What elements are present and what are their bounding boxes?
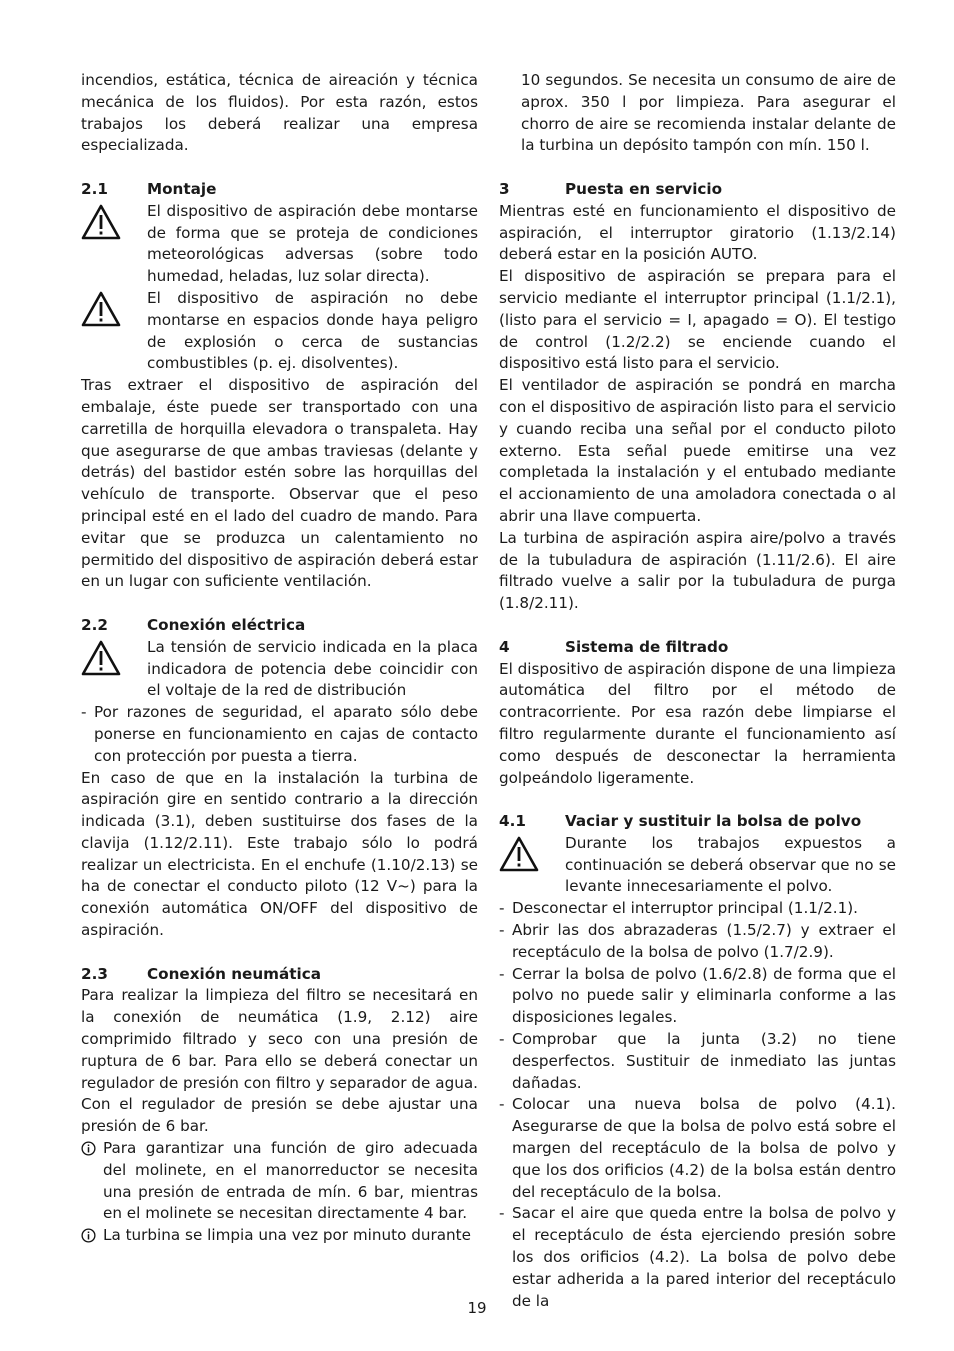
list-item-text: Cerrar la bolsa de polvo (1.6/2.8) de forma que el polvo no puede salir y eliminarla conforme a las disposiciones legales. <box>512 964 896 1027</box>
list-item-text: Sacar el aire que queda entre la bolsa de polvo y el receptáculo de ésta ejerciendo presión sobre los dos orificios (4.2). La bolsa de polvo debe estar adherida a la pared interior del receptáculo de la <box>512 1204 896 1310</box>
warning-text: La tensión de servicio indicada en la placa indicadora de potencia debe coincidir con el voltaje de la red de distribución <box>147 637 478 700</box>
page-number: 19 <box>467 1299 487 1317</box>
dash-bullet: - <box>499 921 505 940</box>
section-number: 2.1 <box>81 179 108 198</box>
list-item-text: Comprobar que la junta (3.2) no tiene desperfectos. Sustituir de inmediato las juntas dañadas. <box>512 1030 896 1092</box>
warning-block <box>81 201 478 288</box>
section-number: 3 <box>499 179 510 198</box>
list-item <box>499 1094 896 1203</box>
list-item-text: Desconectar el interruptor principal (1.1/2.1). <box>512 899 858 918</box>
list-item <box>81 702 478 767</box>
section-3-heading <box>499 179 896 201</box>
section-2-3-body: Para realizar la limpieza del filtro se necesitará en la conexión de neumática (1.9, 2.12) aire comprimido filtrado y seco con una presión de ruptura de 6 bar. Para ello se deberá conectar un regulador de presión con filtro y separador de agua. Con el regulador de presión se debe ajustar una presión de 6 bar. <box>81 986 478 1136</box>
warning-block <box>499 833 896 898</box>
warning-text: El dispositivo de aspiración no debe montarse en espacios donde haya peligro de explosión o cerca de sustancias combustibles (p. ej. disolventes). <box>147 288 478 373</box>
warning-icon <box>81 637 147 676</box>
list-item <box>499 1203 896 1312</box>
info-icon <box>81 1138 103 1225</box>
section-number: 2.3 <box>81 964 108 983</box>
list-item-text: Colocar una nueva bolsa de polvo (4.1). Asegurarse de que la bolsa de polvo está sobre el margen del receptáculo de la bolsa de polvo y que los dos orificios (4.2) de la bolsa están dentro del receptáculo de la bolsa. <box>512 1095 896 1201</box>
right-column <box>499 70 896 1312</box>
section-number: 4.1 <box>499 812 526 831</box>
list-item-text: Abrir las dos abrazaderas (1.5/2.7) y extraer el receptáculo de la bolsa de polvo (1.7/2.9). <box>512 921 896 961</box>
warning-icon <box>81 288 147 327</box>
info-icon <box>81 1225 103 1247</box>
info-note-text: Para garantizar una función de giro adecuada del molinete, en el manorreductor se necesita una presión de entrada de mín. 6 bar, mientras en el molinete se necesitan directamente 4 bar. <box>103 1139 478 1223</box>
list-item <box>499 898 896 920</box>
section-title: Montaje <box>147 179 217 198</box>
left-column <box>81 70 478 1247</box>
section-4-heading <box>499 637 896 659</box>
section-3-paragraph: La turbina de aspiración aspira aire/polvo a través de la tubuladura de aspiración (1.11/2.6). El aire filtrado vuelve a salir por la tubuladura de purga (1.8/2.11). <box>499 528 896 613</box>
section-title: Conexión neumática <box>147 964 321 983</box>
dash-bullet: - <box>499 1204 505 1223</box>
section-3-paragraph: El ventilador de aspiración se pondrá en marcha con el dispositivo de aspiración listo para el servicio y cuando reciba una señal por el conducto piloto externo. Esta señal puede emitirse una vez completada la instalación y el entubado mediante el accionamiento de una amoladora conectada o al abrir una llave compuerta. <box>499 376 896 525</box>
list-item-text: Por razones de seguridad, el aparato sólo debe ponerse en funcionamiento en cajas de contacto con protección por puesta a tierra. <box>94 703 478 765</box>
list-item <box>499 964 896 1029</box>
list-item <box>499 1029 896 1094</box>
section-2-2-body: En caso de que en la instalación la turbina de aspiración gire en sentido contrario a la dirección indicada (3.1), deben sustituirse dos fases de la clavija (1.12/2.11). Este trabajo sólo lo podrá realizar un electricista. En el enchufe (1.10/2.13) se ha de conectar el conducto piloto (12 V~) para la conexión automática ON/OFF del dispositivo de aspiración. <box>81 768 478 940</box>
intro-paragraph: incendios, estática, técnica de aireación y técnica mecánica de los fluidos). Por esta razón, estos trabajos los deberá realizar una empresa especializada. <box>81 71 478 155</box>
section-title: Vaciar y sustituir la bolsa de polvo <box>565 812 862 831</box>
section-title: Sistema de filtrado <box>565 637 729 656</box>
info-note <box>81 1138 478 1225</box>
warning-block <box>81 637 478 702</box>
warning-icon <box>81 201 147 240</box>
warning-text: El dispositivo de aspiración debe montarse de forma que se proteja de condiciones meteorológicas adversas (sobre todo humedad, heladas, luz solar directa). <box>147 201 478 286</box>
section-4-1-heading <box>499 811 896 833</box>
warning-text: Durante los trabajos expuestos a continuación se deberá observar que no se levante innecesariamente el polvo. <box>565 833 896 896</box>
section-3-paragraph: Mientras esté en funcionamiento el dispositivo de aspiración, el interruptor giratorio (1.13/2.14) deberá estar en la posición AUTO. <box>499 201 896 264</box>
section-title: Puesta en servicio <box>565 179 723 198</box>
dash-bullet: - <box>499 899 505 918</box>
section-3-paragraph: El dispositivo de aspiración se prepara para el servicio mediante el interruptor principal (1.1/2.1), (listo para el servicio = I, apagado = O). El testigo de control (1.2/2.2) se enciende cuando el dispositivo está listo para el servicio. <box>499 267 896 373</box>
info-note <box>81 1225 478 1247</box>
dash-bullet: - <box>81 703 87 722</box>
continuation-paragraph: 10 segundos. Se necesita un consumo de aire de aprox. 350 l por limpieza. Para asegurar el chorro de aire se recomienda instalar delante de la turbina un depósito tampón con mín. 150 l. <box>521 71 896 155</box>
section-2-3-heading <box>81 964 478 986</box>
section-number: 2.2 <box>81 615 108 634</box>
section-title: Conexión eléctrica <box>147 615 306 634</box>
section-2-1-body: Tras extraer el dispositivo de aspiración del embalaje, éste puede ser transportado con una carretilla de horquilla elevadora o transpaleta. Hay que asegurarse de que ambas traviesas (delante y detrás) del bastidor estén sobre las horquillas del vehículo de transporte. Observar que el peso principal esté en el lado del cuadro de mando. Para evitar que se produzca un calentamiento no permitido del dispositivo de aspiración deberá estar en un lugar con suficiente ventilación. <box>81 376 478 591</box>
section-number: 4 <box>499 637 510 656</box>
dash-bullet: - <box>499 1030 505 1049</box>
warning-icon <box>499 833 565 872</box>
section-2-2-heading <box>81 615 478 637</box>
dash-bullet: - <box>499 1095 505 1114</box>
info-note-text: La turbina se limpia una vez por minuto durante <box>103 1226 471 1245</box>
dash-bullet: - <box>499 964 505 983</box>
list-item <box>499 920 896 964</box>
warning-block <box>81 288 478 375</box>
section-2-1-heading <box>81 179 478 201</box>
section-4-body: El dispositivo de aspiración dispone de una limpieza automática del filtro por el método de contracorriente. Por esa razón debe limpiarse el filtro regularmente durante el funcionamiento así como después de desconectar la herramienta golpeándolo ligeramente. <box>499 659 896 787</box>
